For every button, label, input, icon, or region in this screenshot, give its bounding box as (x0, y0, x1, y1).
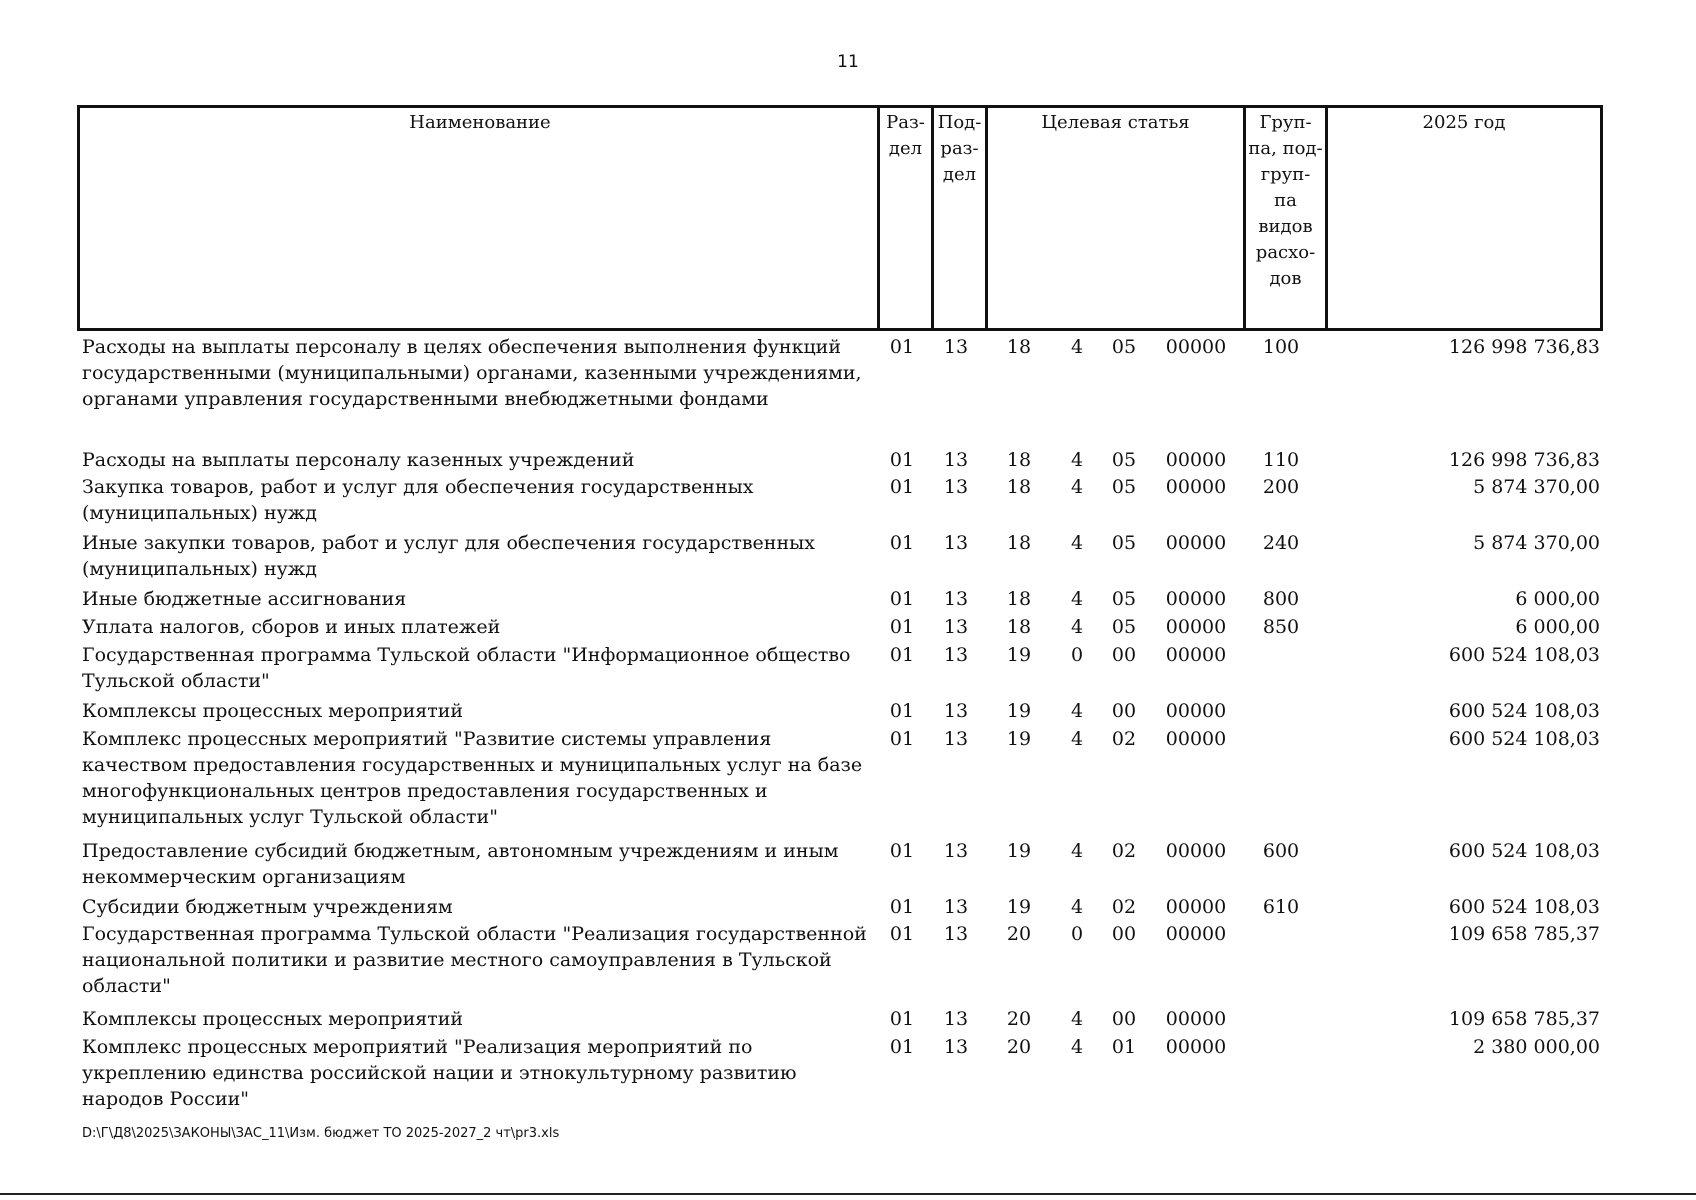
row-group: 240 (1262, 532, 1300, 554)
row-podrazdel: 13 (943, 700, 969, 722)
row-name: Комплексы процессных мероприятий (82, 1008, 464, 1030)
row-target-type: 4 (1070, 532, 1084, 554)
header-podrazdel-line: Под- (937, 112, 982, 133)
row-target-type: 4 (1070, 728, 1084, 750)
row-amount: 600 524 108,03 (1448, 644, 1600, 666)
row-group: 850 (1262, 616, 1300, 638)
row-target-direction: 00000 (1165, 532, 1227, 554)
row-name: Комплекс процессных мероприятий "Реализация мероприятий по укреплению единства российской нации и этнокультурному развитию народов России" (82, 1036, 797, 1110)
row-target-type: 4 (1070, 476, 1084, 498)
row-razdel: 01 (889, 532, 915, 554)
row-target-direction: 00000 (1165, 588, 1227, 610)
row-target-direction: 00000 (1165, 896, 1227, 918)
row-target-type: 4 (1070, 1008, 1084, 1030)
row-target-complex: 05 (1111, 588, 1137, 610)
row-target-type: 4 (1070, 449, 1084, 471)
row-target-complex: 05 (1111, 532, 1137, 554)
row-group: 200 (1262, 476, 1300, 498)
row-name: Иные закупки товаров, работ и услуг для обеспечения государственных (муниципальных) нужд (82, 532, 815, 580)
header-razdel (880, 108, 931, 162)
row-target-program: 20 (1006, 923, 1032, 945)
row-podrazdel: 13 (943, 336, 969, 358)
row-podrazdel: 13 (943, 923, 969, 945)
row-target-program: 18 (1006, 476, 1032, 498)
row-target-program: 19 (1006, 840, 1032, 862)
row-target-type: 4 (1070, 1036, 1084, 1058)
row-amount: 6 000,00 (1515, 588, 1600, 610)
row-name: Комплексы процессных мероприятий (82, 700, 464, 722)
row-podrazdel: 13 (943, 532, 969, 554)
row-amount: 600 524 108,03 (1448, 728, 1600, 750)
row-name: Уплата налогов, сборов и иных платежей (82, 616, 501, 638)
row-target-complex: 05 (1111, 449, 1137, 471)
row-group: 610 (1262, 896, 1300, 918)
row-target-type: 4 (1070, 588, 1084, 610)
row-name: Комплекс процессных мероприятий "Развитие системы управления качеством предоставления государственных и муниципальных услуг на базе многофункциональных центров предоставления государственных и муниципальных услуг Тульской области" (82, 728, 863, 828)
row-razdel: 01 (889, 700, 915, 722)
row-target-program: 18 (1006, 449, 1032, 471)
row-target-direction: 00000 (1165, 923, 1227, 945)
row-target-program: 20 (1006, 1008, 1032, 1030)
row-target-direction: 00000 (1165, 336, 1227, 358)
row-target-direction: 00000 (1165, 1008, 1227, 1030)
row-name: Предоставление субсидий бюджетным, автономным учреждениям и иным некоммерческим организациям (82, 840, 839, 888)
header-group-line: па, под- (1248, 138, 1323, 159)
header-podrazdel-line: дел (942, 164, 977, 185)
header-razdel-line: Раз- (886, 112, 925, 133)
row-target-type: 4 (1070, 336, 1084, 358)
row-razdel: 01 (889, 644, 915, 666)
row-target-type: 4 (1070, 616, 1084, 638)
row-amount: 109 658 785,37 (1448, 923, 1600, 945)
row-amount: 5 874 370,00 (1473, 532, 1600, 554)
header-group-line: Груп- (1259, 112, 1312, 133)
row-group: 800 (1262, 588, 1300, 610)
row-podrazdel: 13 (943, 616, 969, 638)
row-razdel: 01 (889, 923, 915, 945)
header-group (1246, 108, 1325, 292)
row-target-complex: 01 (1111, 1036, 1137, 1058)
row-target-program: 18 (1006, 588, 1032, 610)
page-bottom-rule (0, 1193, 1696, 1195)
row-target-direction: 00000 (1165, 728, 1227, 750)
row-target-complex: 00 (1111, 923, 1137, 945)
row-amount: 126 998 736,83 (1448, 449, 1600, 471)
row-target-direction: 00000 (1165, 476, 1227, 498)
row-target-complex: 02 (1111, 840, 1137, 862)
row-podrazdel: 13 (943, 588, 969, 610)
header-year-cell (1325, 108, 1600, 328)
row-razdel: 01 (889, 1008, 915, 1030)
row-podrazdel: 13 (943, 1036, 969, 1058)
row-razdel: 01 (889, 588, 915, 610)
row-amount: 2 380 000,00 (1473, 1036, 1600, 1058)
header-target: Целевая статья (1041, 112, 1190, 133)
row-target-complex: 00 (1111, 700, 1137, 722)
row-razdel: 01 (889, 336, 915, 358)
row-name: Расходы на выплаты персоналу в целях обеспечения выполнения функций государственными (муниципальными) органами, казенными учреждениями, органами управления государственными внебюджетными фондами (82, 336, 862, 410)
row-podrazdel: 13 (943, 644, 969, 666)
row-name: Иные бюджетные ассигнования (82, 588, 407, 610)
row-target-complex: 02 (1111, 728, 1137, 750)
row-target-direction: 00000 (1165, 700, 1227, 722)
file-path-footer: D:\Г\Д8\2025\ЗАКОНЫ\ЗАС_11\Изм. бюджет ТО 2025-2027_2 чт\pr3.xls (82, 1126, 560, 1141)
row-razdel: 01 (889, 449, 915, 471)
row-target-direction: 00000 (1165, 616, 1227, 638)
header-podrazdel (934, 108, 985, 188)
row-razdel: 01 (889, 1036, 915, 1058)
row-target-program: 18 (1006, 532, 1032, 554)
row-target-direction: 00000 (1165, 644, 1227, 666)
row-amount: 109 658 785,37 (1448, 1008, 1600, 1030)
header-target-cell (985, 108, 1243, 328)
row-target-type: 0 (1070, 923, 1084, 945)
header-year: 2025 год (1422, 112, 1506, 133)
row-name: Расходы на выплаты персоналу казенных учреждений (82, 449, 635, 471)
row-group: 600 (1262, 840, 1300, 862)
row-target-complex: 05 (1111, 616, 1137, 638)
header-razdel-line: дел (888, 138, 923, 159)
header-group-line: груп- (1260, 164, 1311, 185)
row-razdel: 01 (889, 476, 915, 498)
row-target-program: 18 (1006, 616, 1032, 638)
row-target-complex: 05 (1111, 476, 1137, 498)
row-target-complex: 00 (1111, 1008, 1137, 1030)
row-podrazdel: 13 (943, 1008, 969, 1030)
row-name: Государственная программа Тульской области "Информационное общество Тульской области" (82, 644, 851, 692)
row-target-direction: 00000 (1165, 449, 1227, 471)
header-group-cell (1243, 108, 1325, 328)
row-target-type: 4 (1070, 896, 1084, 918)
page-number: 11 (837, 52, 859, 72)
row-amount: 600 524 108,03 (1448, 896, 1600, 918)
row-amount: 600 524 108,03 (1448, 840, 1600, 862)
header-name: Наименование (409, 112, 551, 133)
row-amount: 600 524 108,03 (1448, 700, 1600, 722)
row-target-type: 4 (1070, 840, 1084, 862)
row-target-type: 4 (1070, 700, 1084, 722)
row-target-program: 19 (1006, 644, 1032, 666)
row-razdel: 01 (889, 840, 915, 862)
row-name: Государственная программа Тульской области "Реализация государственной национальной политики и развитие местного самоуправления в Тульской области" (82, 923, 867, 997)
header-podrazdel-cell (931, 108, 985, 328)
header-group-line: расхо- (1255, 242, 1316, 263)
row-group: 100 (1262, 336, 1300, 358)
row-target-complex: 02 (1111, 896, 1137, 918)
row-razdel: 01 (889, 728, 915, 750)
row-podrazdel: 13 (943, 728, 969, 750)
row-target-program: 18 (1006, 336, 1032, 358)
row-name: Субсидии бюджетным учреждениям (82, 896, 453, 918)
row-target-complex: 05 (1111, 336, 1137, 358)
header-podrazdel-line: раз- (940, 138, 979, 159)
row-target-program: 19 (1006, 728, 1032, 750)
row-target-complex: 00 (1111, 644, 1137, 666)
row-razdel: 01 (889, 616, 915, 638)
row-target-type: 0 (1070, 644, 1084, 666)
row-razdel: 01 (889, 896, 915, 918)
row-target-program: 19 (1006, 700, 1032, 722)
table-header (77, 105, 1603, 331)
row-target-program: 20 (1006, 1036, 1032, 1058)
row-amount: 5 874 370,00 (1473, 476, 1600, 498)
row-podrazdel: 13 (943, 840, 969, 862)
row-podrazdel: 13 (943, 449, 969, 471)
row-podrazdel: 13 (943, 476, 969, 498)
header-razdel-cell (877, 108, 931, 328)
row-amount: 6 000,00 (1515, 616, 1600, 638)
header-group-line: видов (1258, 216, 1313, 237)
row-podrazdel: 13 (943, 896, 969, 918)
row-target-program: 19 (1006, 896, 1032, 918)
row-amount: 126 998 736,83 (1448, 336, 1600, 358)
row-name: Закупка товаров, работ и услуг для обеспечения государственных (муниципальных) нужд (82, 476, 754, 524)
row-target-direction: 00000 (1165, 1036, 1227, 1058)
header-group-line: дов (1269, 268, 1302, 289)
header-group-line: па (1274, 190, 1297, 211)
row-target-direction: 00000 (1165, 840, 1227, 862)
header-name-cell (80, 108, 880, 328)
row-group: 110 (1262, 449, 1300, 471)
